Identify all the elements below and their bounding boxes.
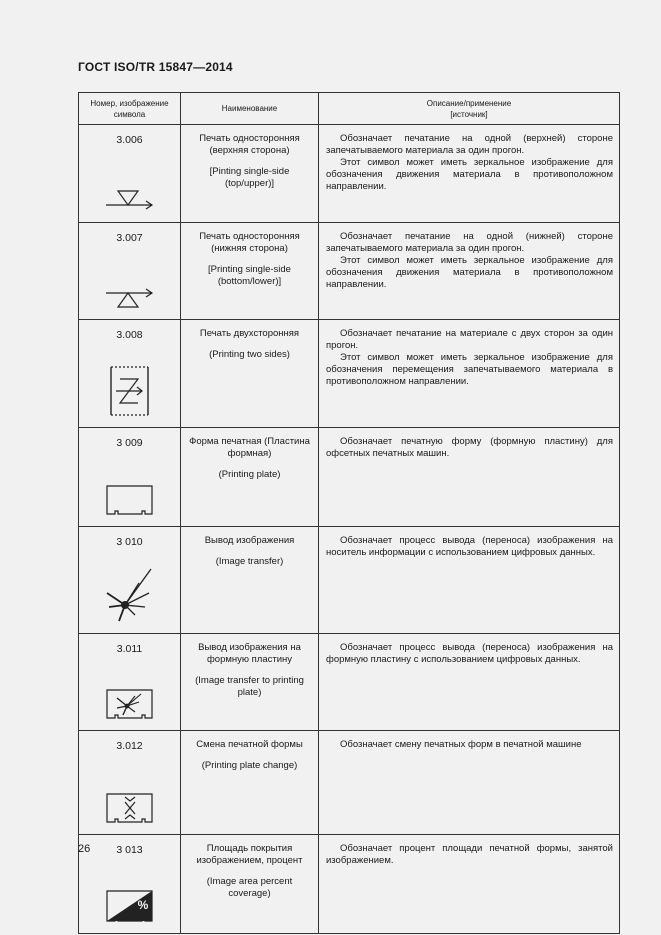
symbol-name-ru: Вывод изображения на формную пластину	[198, 642, 301, 665]
table-row	[79, 223, 620, 320]
symbol-number: 3.011	[116, 643, 143, 655]
symbol-name-ru: Площадь покрытия изображением, процент	[196, 843, 303, 866]
table-row	[79, 835, 620, 934]
symbol-name-ru: Печать двухсторонняя	[199, 328, 300, 339]
description-paragraph: Обозначает процесс вывода (переноса) изображения на формную пластину с использованием цифровых данных.	[326, 642, 613, 665]
percent-sign: %	[137, 898, 148, 912]
symbol-number: 3.012	[116, 740, 143, 752]
description-paragraph: Этот символ может иметь зеркальное изображение для обозначения перемещения запечатываемого материала в противоположном направлении.	[326, 352, 613, 387]
table-row	[79, 125, 620, 223]
symbol-name-ru: Смена печатной формы	[196, 739, 303, 750]
column-header-description	[319, 93, 620, 125]
print-bottom-side-icon	[79, 285, 180, 314]
symbol-number: 3.007	[116, 232, 143, 244]
symbol-name-ru: Вывод изображения	[204, 535, 295, 546]
symbol-name-en: (Printing plate change)	[201, 760, 298, 771]
description-paragraph: Обозначает процент площади печатной формы, занятой изображением.	[326, 843, 613, 866]
symbol-name-en: [Printing single-side (bottom/lower)]	[208, 264, 291, 287]
table-header-row	[79, 93, 620, 125]
image-transfer-to-plate-icon	[79, 688, 180, 725]
symbol-number: 3 009	[116, 437, 143, 449]
symbol-name-en: (Printing two sides)	[209, 349, 290, 360]
symbol-number: 3.008	[116, 329, 143, 341]
print-two-sides-icon	[79, 365, 180, 422]
description-paragraph: Обозначает процесс вывода (переноса) изображения на носитель информации с использованием цифровых данных.	[326, 535, 613, 558]
table-row	[79, 634, 620, 731]
printing-plate-icon	[79, 484, 180, 521]
symbol-name-en: (Image transfer to printing plate)	[195, 675, 304, 698]
symbol-name-en: (Image transfer)	[215, 556, 284, 567]
symbol-name-ru: Форма печатная (Пластина формная)	[189, 436, 310, 459]
image-area-coverage-icon	[79, 889, 180, 928]
table-row	[79, 731, 620, 835]
description-paragraph: Этот символ может иметь зеркальное изображение для обозначения движения материала в противоположном направлении.	[326, 255, 613, 290]
symbol-name-en: (Printing plate)	[218, 469, 281, 480]
symbols-table	[78, 92, 620, 934]
description-paragraph: Обозначает печатание на материале с двух сторон за один прогон.	[326, 328, 613, 351]
table-row	[79, 428, 620, 527]
page-number: 26	[78, 843, 91, 855]
table-row	[79, 320, 620, 428]
document-header: ГОСТ ISO/TR 15847—2014	[78, 60, 233, 74]
column-header-name: Наименование	[181, 93, 319, 125]
plate-change-icon	[79, 792, 180, 829]
symbol-number: 3.006	[116, 134, 143, 146]
print-top-side-icon	[79, 190, 180, 217]
symbol-name-ru: Печать односторонняя (верхняя сторона)	[199, 133, 300, 156]
symbol-number: 3 013	[116, 844, 143, 856]
description-paragraph: Обозначает смену печатных форм в печатной машине	[340, 739, 582, 750]
description-paragraph: Обозначает печатание на одной (нижней) стороне запечатываемого материала за один прогон.	[326, 231, 613, 254]
image-transfer-icon	[79, 567, 180, 628]
symbol-number: 3 010	[116, 536, 143, 548]
description-paragraph: Обозначает печатную форму (формную пластину) для офсетных печатных машин.	[326, 436, 613, 459]
column-header-source: [источник]	[450, 109, 488, 119]
column-header-number: Номер, изображение символа	[79, 93, 181, 125]
description-paragraph: Обозначает печатание на одной (верхней) стороне запечатываемого материала за один прогон.	[326, 133, 613, 156]
symbol-name-ru: Печать односторонняя (нижняя сторона)	[199, 231, 300, 254]
description-paragraph: Этот символ может иметь зеркальное изображение для обозначения движения материала в противоположном направлении.	[326, 157, 613, 192]
symbol-name-en: [Pinting single-side (top/upper)]	[209, 166, 290, 189]
symbol-name-en: (Image area percent coverage)	[206, 876, 293, 899]
table-row	[79, 527, 620, 634]
column-header-description-title: Описание/применение	[426, 98, 512, 108]
